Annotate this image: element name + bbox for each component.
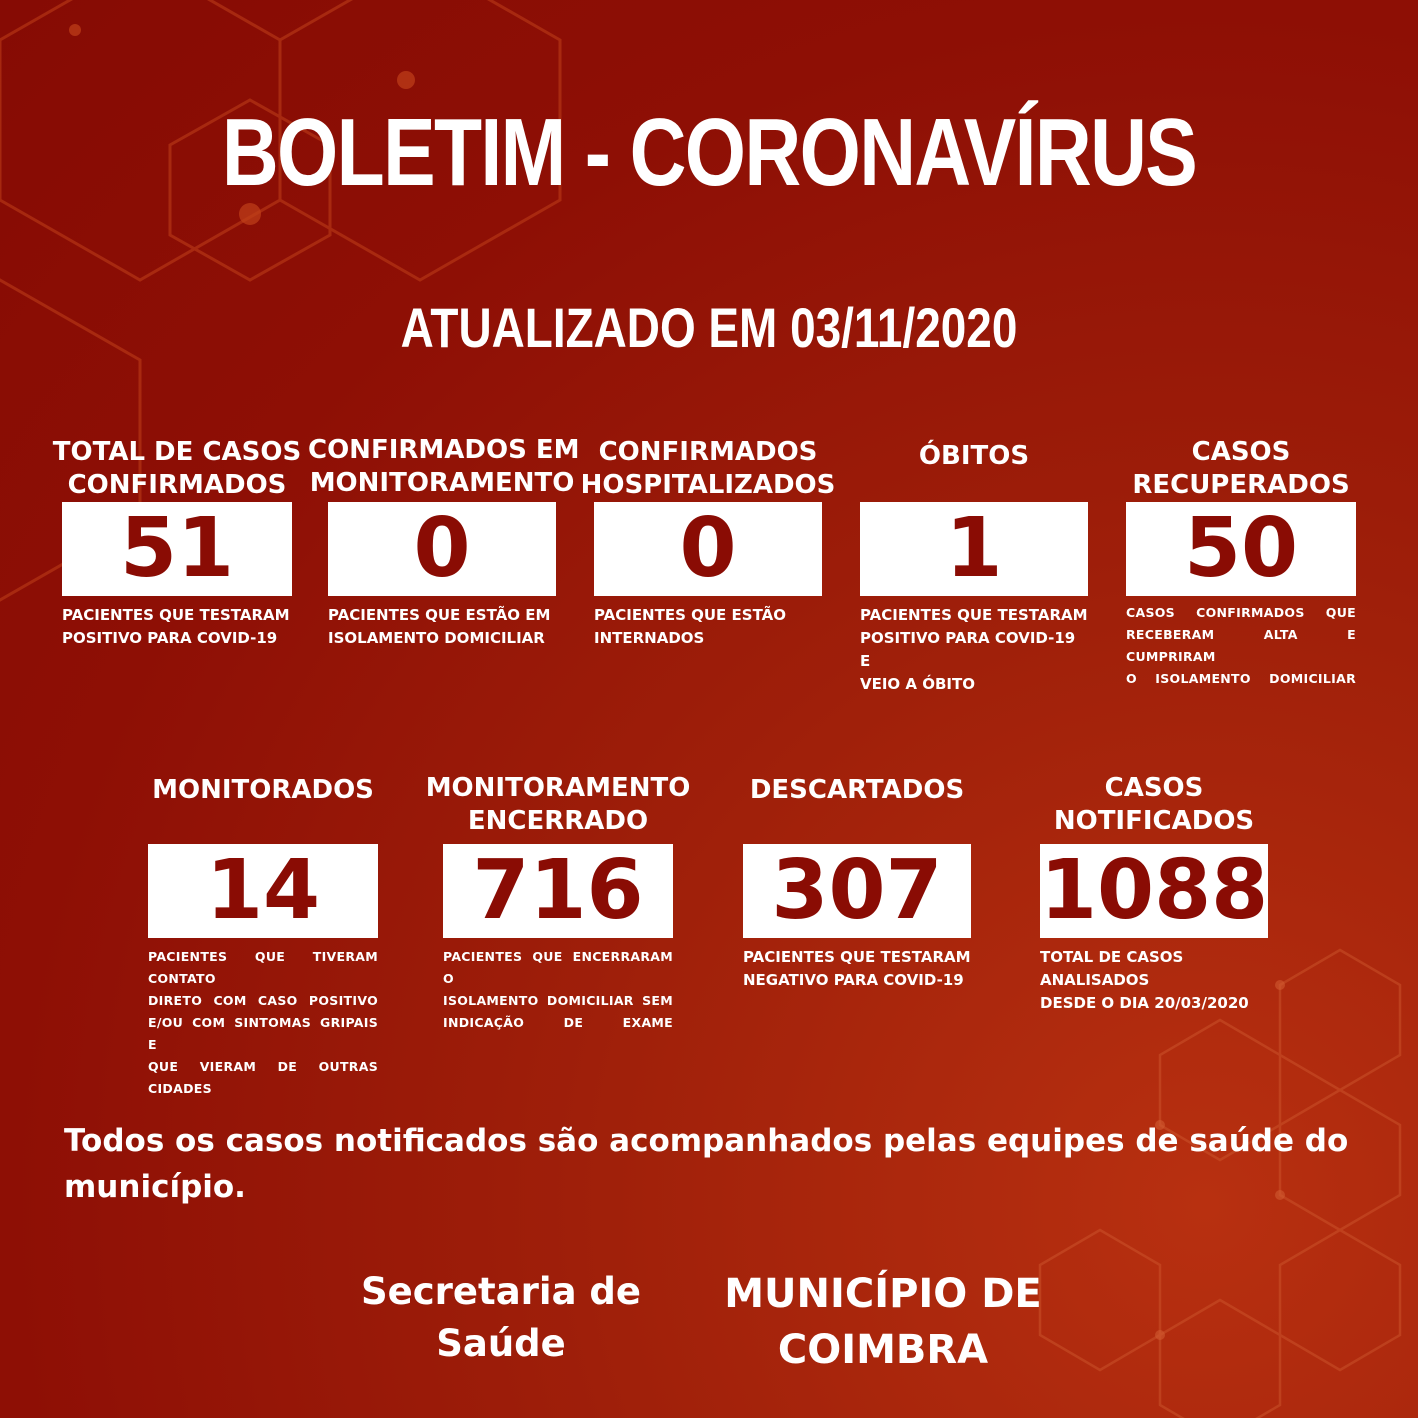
stat-label: CONFIRMADOS HOSPITALIZADOS [580, 437, 836, 500]
secretaria-label: Secretaria de Saúde [360, 1270, 642, 1365]
stat-description: TOTAL DE CASOS ANALISADOS DESDE O DIA 20/03/2020 [1040, 948, 1249, 1012]
stat-description: PACIENTES QUE ENCERRARAM O ISOLAMENTO DOMICILIAR SEM INDICAÇÃO DE EXAME [443, 949, 673, 1030]
municipio-label: MUNICÍPIO DE COIMBRA [724, 1271, 1042, 1373]
stat-description: PACIENTES QUE TESTARAM POSITIVO PARA COVID-19 [62, 606, 290, 647]
stat-description: CASOS CONFIRMADOS QUE RECEBERAM ALTA E CUMPRIRAM O ISOLAMENTO DOMICILIAR [1126, 605, 1356, 686]
stat-value: 0 [328, 502, 556, 596]
stat-label: CASOS NOTIFICADOS [1053, 773, 1255, 836]
stat-label: CASOS RECUPERADOS [1132, 437, 1350, 500]
stat-value: 51 [62, 502, 292, 596]
updated-date: ATUALIZADO EM 03/11/2020 [400, 296, 1018, 359]
stat-value: 14 [148, 844, 378, 938]
stat-label: CONFIRMADOS EM MONITORAMENTO [308, 435, 580, 498]
stat-label: MONITORADOS [152, 775, 374, 805]
page-title: BOLETIM - CORONAVÍRUS [221, 99, 1197, 206]
stat-label: MONITORAMENTO ENCERRADO [425, 773, 691, 836]
stat-description: PACIENTES QUE ESTÃO INTERNADOS [594, 606, 786, 647]
stat-value: 1 [860, 502, 1088, 596]
stat-description: PACIENTES QUE TESTARAM NEGATIVO PARA COVID-19 [743, 948, 971, 989]
stat-label: DESCARTADOS [749, 775, 965, 805]
stat-value: 0 [594, 502, 822, 596]
stat-description: PACIENTES QUE TESTARAM POSITIVO PARA COVID-19 E VEIO A ÓBITO [860, 606, 1088, 693]
stat-description: PACIENTES QUE TIVERAM CONTATO DIRETO COM CASO POSITIVO E/OU COM SINTOMAS GRIPAIS E QUE VIERAM DE OUTRAS CIDADES [148, 949, 378, 1096]
stat-value: 307 [743, 844, 971, 938]
stat-label: TOTAL DE CASOS CONFIRMADOS [52, 437, 302, 500]
stat-value: 1088 [1040, 843, 1269, 938]
stat-label: ÓBITOS [918, 441, 1030, 471]
footer-note: Todos os casos notificados são acompanhados pelas equipes de saúde do município. [64, 1123, 1349, 1205]
stat-description: PACIENTES QUE ESTÃO EM ISOLAMENTO DOMICILIAR [328, 606, 551, 647]
stat-value: 716 [443, 844, 673, 938]
stat-value: 50 [1126, 502, 1356, 596]
